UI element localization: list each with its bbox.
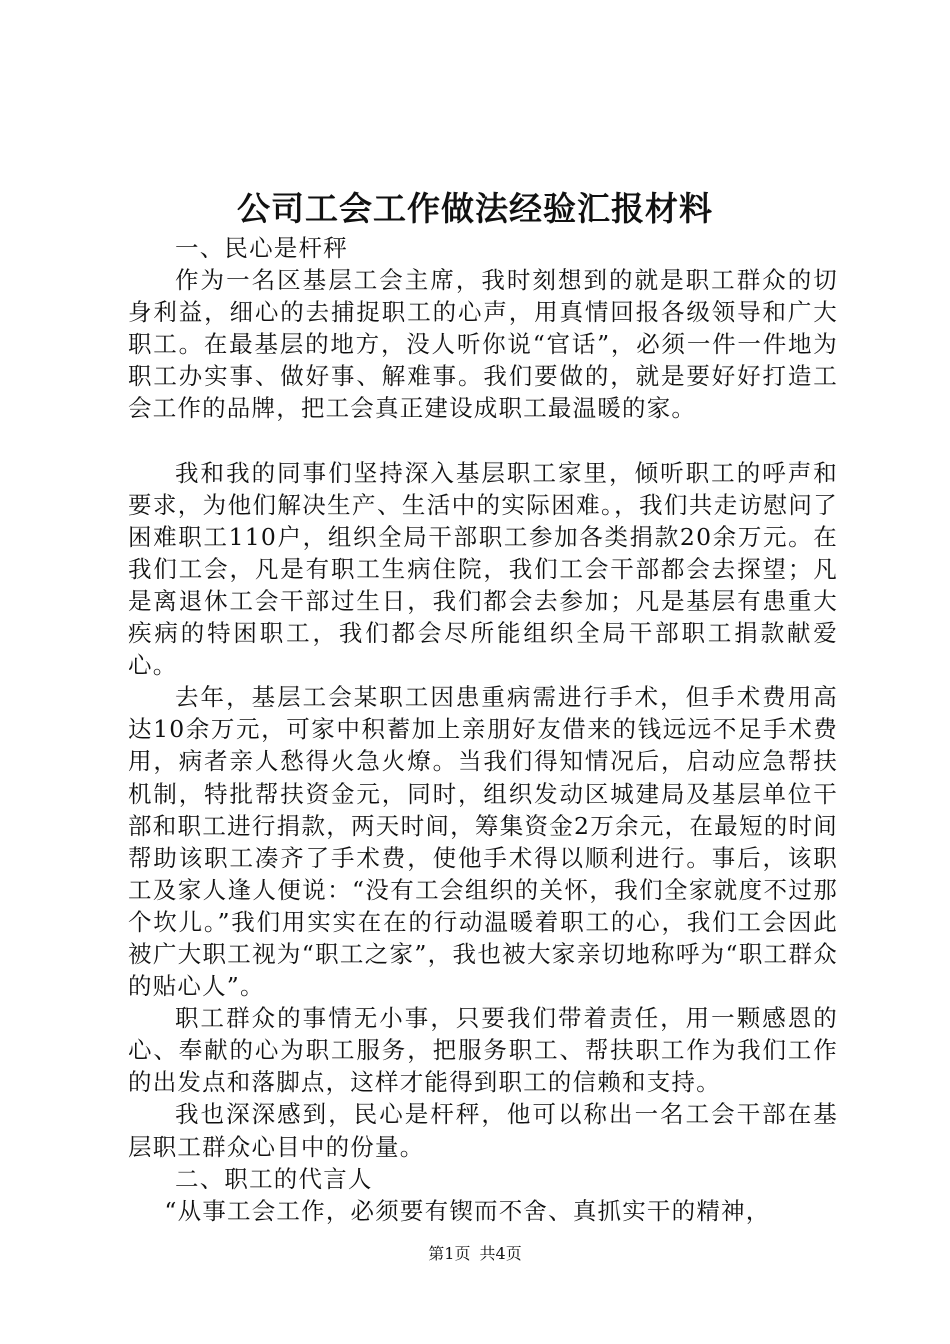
body-paragraph: 我和我的同事们坚持深入基层职工家里，倾听职工的呼声和要求，为他们解决生产、生活中的实际困难。，我们共走访慰问了困难职工110户，组织全局干部职工参加各类捐款20余万元。在我们工会，凡是有职工生病住院，我们工会干部都会去探望；凡是离退休工会干部过生日，我们都会去参加；凡是基层有患重大疾病的特困职工，我们都会尽所能组织全局干部职工捐款献爱心。 [128, 458, 838, 680]
page-footer [0, 1242, 950, 1266]
page-total: 共4页 [479, 1244, 522, 1263]
document-body [128, 232, 838, 1227]
section-heading-1: 一、民心是杆秤 [175, 234, 348, 262]
section-heading-2: 二、职工的代言人 [175, 1164, 373, 1193]
page-number: 第1页 [428, 1244, 471, 1263]
paragraph-gap [128, 425, 838, 457]
body-paragraph: 作为一名区基层工会主席，我时刻想到的就是职工群众的切身利益，细心的去捕捉职工的心声，用真情回报各级领导和广大职工。在最基层的地方，没人听你说“官话”，必须一件一件地为职工办实事、做好事、解难事。我们要做的，就是要好好打造工会工作的品牌，把工会真正建设成职工最温暖的家。 [128, 266, 838, 423]
body-paragraph: 我也深深感到，民心是杆秤，他可以称出一名工会干部在基层职工群众心目中的份量。 [128, 1100, 838, 1161]
body-paragraph: “从事工会工作，必须要有锲而不舍、真抓实干的精神， [164, 1196, 771, 1225]
body-paragraph: 职工群众的事情无小事，只要我们带着责任，用一颗感恩的心、奉献的心为职工服务，把服务职工、帮扶职工作为我们工作的出发点和落脚点，这样才能得到职工的信赖和支持。 [128, 1004, 838, 1097]
document-title: 公司工会工作做法经验汇报材料 [237, 189, 713, 228]
body-paragraph: 去年，基层工会某职工因患重病需进行手术，但手术费用高达10余万元，可家中积蓄加上亲朋好友借来的钱远远不足手术费用，病者亲人愁得火急火燎。当我们得知情况后，启动应急帮扶机制，特批帮扶资金元，同时，组织发动区城建局及基层单位干部和职工进行捐款，两天时间，筹集资金2万余元，在最短的时间帮助该职工凑齐了手术费，使他手术得以顺利进行。事后，该职工及家人逢人便说：“没有工会组织的关怀，我们全家就度不过那个坎儿。”我们用实实在在的行动温暖着职工的心，我们工会因此被广大职工视为“职工之家”，我也被大家亲切地称呼为“职工群众的贴心人”。 [128, 683, 838, 1001]
